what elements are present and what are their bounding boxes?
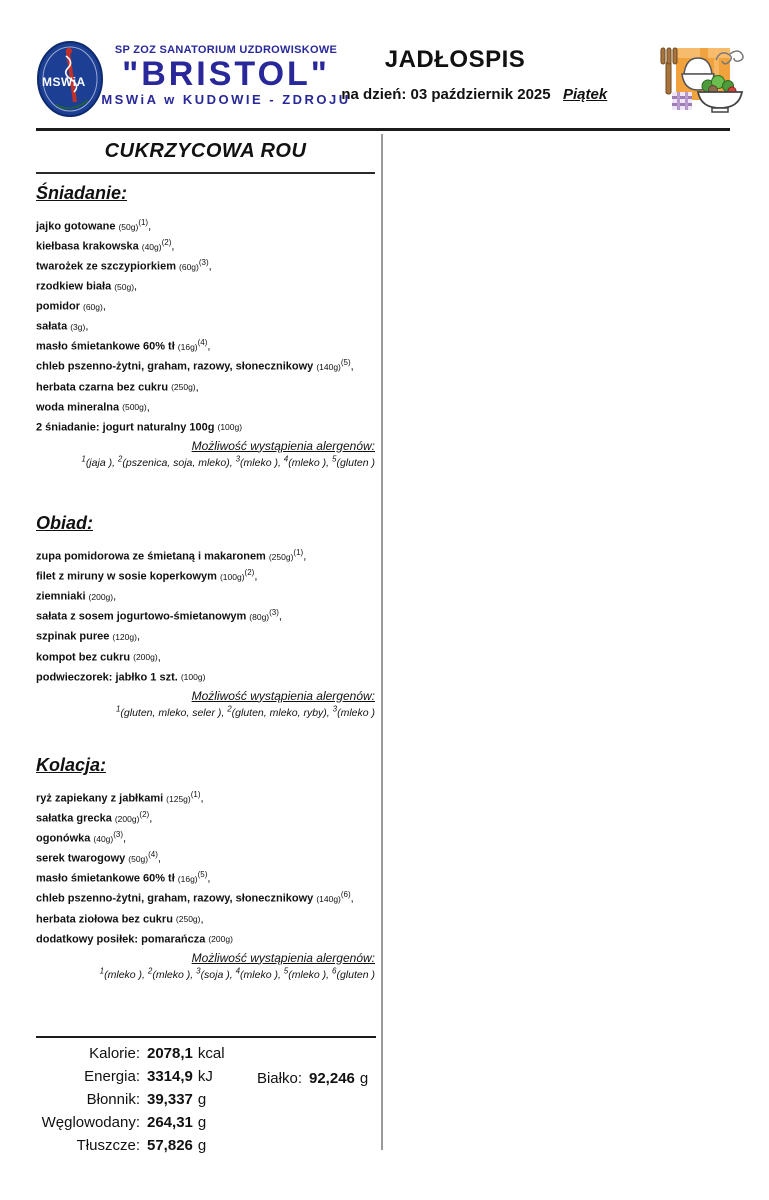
logo-text-block: [100, 44, 352, 107]
item-name: ryż zapiekany z jabłkami: [36, 792, 164, 805]
allergen-label: Możliwość wystąpienia alergenów:: [191, 688, 375, 703]
nutrition-rows: [36, 1045, 376, 1160]
weekday-label: Piątek: [563, 86, 608, 103]
item-allergen-ref: (3): [198, 258, 209, 268]
nutrition-row: [36, 1114, 376, 1137]
item-name: sałata: [36, 320, 68, 333]
menu-item: ryż zapiekany z jabłkami $(125g)^{(1)}$,: [36, 790, 204, 805]
item-weight: (16g): [177, 874, 198, 885]
allergen-entry: $^5$(gluten ): [332, 454, 375, 470]
item-weight: (50g): [118, 221, 139, 232]
rice-and-salad-bowls-icon: [656, 44, 746, 118]
nutrition-value: 57,826: [147, 1137, 193, 1154]
header-rule: [36, 128, 730, 131]
item-name: ogonówka: [36, 832, 91, 845]
nutrition-value: 3314,9: [147, 1068, 193, 1085]
lunch-heading: Obiad:: [36, 513, 93, 534]
nutrition-unit: g: [197, 1114, 207, 1131]
menu-item: kiełbasa krakowska $(40g)^{(2)}$,: [36, 238, 175, 253]
menu-item: twarożek ze szczypiorkiem $(60g)^{(3)}$,: [36, 258, 212, 273]
allergen-entry: $^3$(mleko ): [332, 704, 375, 720]
nutrition-label: Węglowodany:: [41, 1114, 140, 1131]
item-name: pomidor: [36, 300, 80, 313]
item-weight: (40g): [93, 833, 114, 844]
item-name: szpinak puree: [36, 631, 110, 644]
allergen-entry: $^6$(gluten ): [332, 966, 375, 982]
menu-item: kompot bez cukru (200g),: [36, 651, 161, 664]
allergen-list: [36, 455, 375, 470]
allergen-entry: $^4$(mleko ),: [235, 966, 284, 982]
item-name: sałata z sosem jogurtowo-śmietanowym: [36, 611, 247, 624]
item-name: masło śmietankowe 60% tł: [36, 341, 175, 354]
item-name: filet z miruny w sosie koperkowym: [36, 570, 217, 583]
nutrition-row: [36, 1137, 376, 1160]
nutrition-label: Błonnik:: [86, 1091, 140, 1108]
item-weight: (140g): [316, 894, 341, 905]
menu-item: [36, 928, 375, 948]
item-weight: (250g): [171, 382, 196, 393]
nutrition-label: Kalorie:: [89, 1045, 140, 1062]
item-weight: (125g): [166, 793, 191, 804]
menu-item: ziemniaki (200g),: [36, 590, 117, 603]
item-allergen-ref: (5): [340, 358, 351, 368]
allergen-entry: $^3$(mleko ),: [235, 454, 284, 470]
allergen-entry: $^1$(gluten, mleko, seler ),: [115, 704, 228, 720]
diet-name: CUKRZYCOWA ROU: [104, 140, 307, 162]
allergen-entry: $^2$(pszenica, soja, mleko),: [117, 454, 236, 470]
item-weight: (100g): [219, 571, 245, 582]
allergen-entry: $^2$(mleko ),: [147, 966, 197, 982]
nutrition-protein-row: [250, 1070, 368, 1087]
plaid-napkin: [672, 92, 692, 110]
allergen-entry: $^3$(soja ),: [196, 966, 236, 982]
item-weight: (3g): [70, 321, 86, 332]
item-weight: (200g): [88, 591, 114, 602]
menu-item: masło śmietankowe 60% tł $(16g)^{(5)}$,: [36, 870, 211, 886]
menu-item: pomidor (60g),: [36, 300, 106, 313]
item-weight: (100g): [217, 422, 243, 433]
nutrition-summary: [36, 1036, 376, 1160]
menu-item: szpinak puree (120g),: [36, 631, 140, 644]
allergen-entry: $^4$(mleko ),: [283, 454, 333, 470]
item-allergen-ref: (3): [269, 608, 279, 618]
item-allergen-ref: (6): [340, 890, 351, 900]
menu-item: filet z miruny w sosie koperkowym $(100g)^{(2)}$,: [36, 568, 258, 583]
item-allergen-ref: (5): [197, 870, 208, 880]
menu-item: zupa pomidorowa ze śmietaną i makaronem $(250g)^{(1)}$,: [36, 548, 307, 563]
protein-unit: g: [359, 1070, 369, 1087]
menu-item: sałata z sosem jogurtowo-śmietanowym $(80g)^{(3)}$,: [36, 608, 282, 624]
fork-icon: [661, 48, 677, 94]
menu-item: [36, 666, 375, 686]
menu-item: ogonówka $(40g)^{(3)}$,: [36, 830, 127, 845]
item-weight: (140g): [316, 362, 341, 373]
page-title: JADŁOSPIS: [384, 46, 526, 73]
nutrition-value: 2078,1: [147, 1045, 193, 1062]
item-weight: (80g): [249, 612, 270, 623]
allergen-entry: $^2$(gluten, mleko, ryby),: [227, 704, 333, 720]
item-name: serek twarogowy: [36, 852, 126, 865]
org-name: "BRISTOL": [122, 55, 330, 93]
menu-column: [36, 132, 375, 981]
nutrition-label: Energia:: [84, 1068, 140, 1085]
menu-item: [36, 416, 375, 436]
salad-bowl: [698, 76, 742, 113]
menu-item: herbata ziołowa bez cukru (250g),: [36, 913, 204, 926]
menu-item: sałatka grecka $(200g)^{(2)}$,: [36, 810, 153, 825]
item-weight: (200g): [114, 813, 140, 824]
menu-item: woda mineralna (500g),: [36, 401, 150, 414]
item-name: dodatkowy posiłek: pomarańcza: [36, 933, 206, 946]
item-name: masło śmietankowe 60% tł: [36, 873, 175, 886]
nutrition-label: Tłuszcze:: [76, 1137, 140, 1154]
section-breakfast: [36, 183, 375, 469]
dinner-heading: Kolacja:: [36, 755, 107, 776]
item-name: zupa pomidorowa ze śmietaną i makaronem: [36, 550, 266, 563]
item-weight: (250g): [175, 914, 201, 925]
allergen-list: [36, 967, 375, 982]
diet-title-rule: [36, 172, 375, 174]
menu-item: serek twarogowy $(50g)^{(4)}$,: [36, 850, 161, 865]
dinner-items: [36, 787, 375, 948]
menu-item: jajko gotowane $(50g)^{(1)}$,: [36, 218, 152, 233]
item-weight: (200g): [208, 934, 233, 945]
allergen-label: Możliwość wystąpienia alergenów:: [191, 950, 375, 965]
allergen-entry: $^1$(mleko ),: [99, 966, 148, 982]
item-name: 2 śniadanie: jogurt naturalny 100g: [36, 421, 215, 434]
item-name: woda mineralna: [36, 401, 120, 414]
item-allergen-ref: (1): [138, 218, 149, 227]
allergen-entry: $^1$(jaja ),: [81, 454, 118, 470]
item-name: sałatka grecka: [36, 812, 112, 825]
item-name: herbata czarna bez cukru: [36, 381, 169, 394]
nutrition-value: 39,337: [147, 1091, 193, 1108]
mswia-medical-emblem-icon: [36, 40, 104, 118]
item-allergen-ref: (1): [293, 548, 304, 558]
item-name: podwieczorek: jabłko 1 szt.: [36, 671, 178, 684]
section-dinner: [36, 755, 375, 981]
nutrition-row: [36, 1045, 376, 1068]
column-divider: [381, 134, 383, 1150]
item-allergen-ref: (2): [139, 810, 150, 820]
item-name: chleb pszenno-żytni, graham, razowy, słonecznikowy: [36, 361, 314, 374]
item-name: kiełbasa krakowska: [36, 240, 139, 253]
nutrition-unit: g: [197, 1091, 207, 1108]
item-name: twarożek ze szczypiorkiem: [36, 260, 177, 273]
nutrition-unit: g: [197, 1137, 207, 1154]
item-name: ziemniaki: [36, 590, 86, 603]
item-weight: (16g): [177, 342, 198, 353]
menu-item: chleb pszenno-żytni, graham, razowy, słonecznikowy $(140g)^{(6)}$,: [36, 890, 354, 906]
allergen-entry: $^5$(mleko ),: [283, 966, 333, 982]
item-allergen-ref: (4): [197, 338, 208, 348]
nutrition-row: [36, 1091, 376, 1114]
item-name: rzodkiew biała: [36, 280, 112, 293]
menu-item: herbata czarna bez cukru (250g),: [36, 381, 199, 394]
allergen-list: [36, 705, 375, 720]
item-weight: (60g): [83, 301, 103, 312]
item-name: kompot bez cukru: [36, 651, 131, 664]
protein-label: Białko:: [256, 1070, 302, 1087]
item-name: jajko gotowane: [36, 220, 116, 233]
item-weight: (40g): [141, 241, 162, 252]
org-line1: SP ZOZ SANATORIUM UZDROWISKOWE: [114, 44, 338, 56]
item-allergen-ref: (3): [113, 830, 124, 840]
section-lunch: [36, 513, 375, 719]
menu-item: masło śmietankowe 60% tł $(16g)^{(4)}$,: [36, 338, 211, 354]
item-weight: (250g): [268, 551, 294, 562]
nutrition-unit: kJ: [197, 1068, 213, 1085]
item-allergen-ref: (1): [190, 790, 201, 800]
menu-item: chleb pszenno-żytni, graham, razowy, słonecznikowy $(140g)^{(5)}$,: [36, 358, 354, 374]
item-weight: (200g): [133, 652, 158, 663]
protein-value: 92,246: [309, 1070, 355, 1087]
item-allergen-ref: (4): [148, 850, 158, 860]
item-name: chleb pszenno-żytni, graham, razowy, słonecznikowy: [36, 893, 314, 906]
svg-text:MSWiA: MSWiA: [42, 75, 86, 89]
item-name: herbata ziołowa bez cukru: [36, 913, 173, 926]
item-weight: (500g): [122, 402, 147, 413]
nutrition-unit: kcal: [197, 1045, 225, 1062]
item-weight: (50g): [128, 853, 149, 864]
item-weight: (60g): [179, 261, 199, 272]
menu-item: sałata (3g),: [36, 320, 89, 333]
nutrition-value: 264,31: [147, 1114, 193, 1131]
breakfast-items: [36, 215, 375, 436]
item-weight: (120g): [112, 632, 137, 643]
menu-item: rzodkiew biała (50g),: [36, 280, 138, 293]
item-allergen-ref: (2): [161, 238, 172, 248]
menu-date: na dzień: 03 październik 2025: [341, 86, 551, 103]
item-weight: (50g): [114, 281, 135, 292]
breakfast-heading: Śniadanie:: [36, 183, 128, 203]
item-allergen-ref: (2): [244, 568, 255, 578]
lunch-items: [36, 545, 375, 685]
item-weight: (100g): [180, 672, 206, 683]
org-line2: MSWiA w KUDOWIE - ZDROJU: [101, 92, 351, 107]
allergen-label: Możliwość wystąpienia alergenów:: [191, 438, 375, 453]
